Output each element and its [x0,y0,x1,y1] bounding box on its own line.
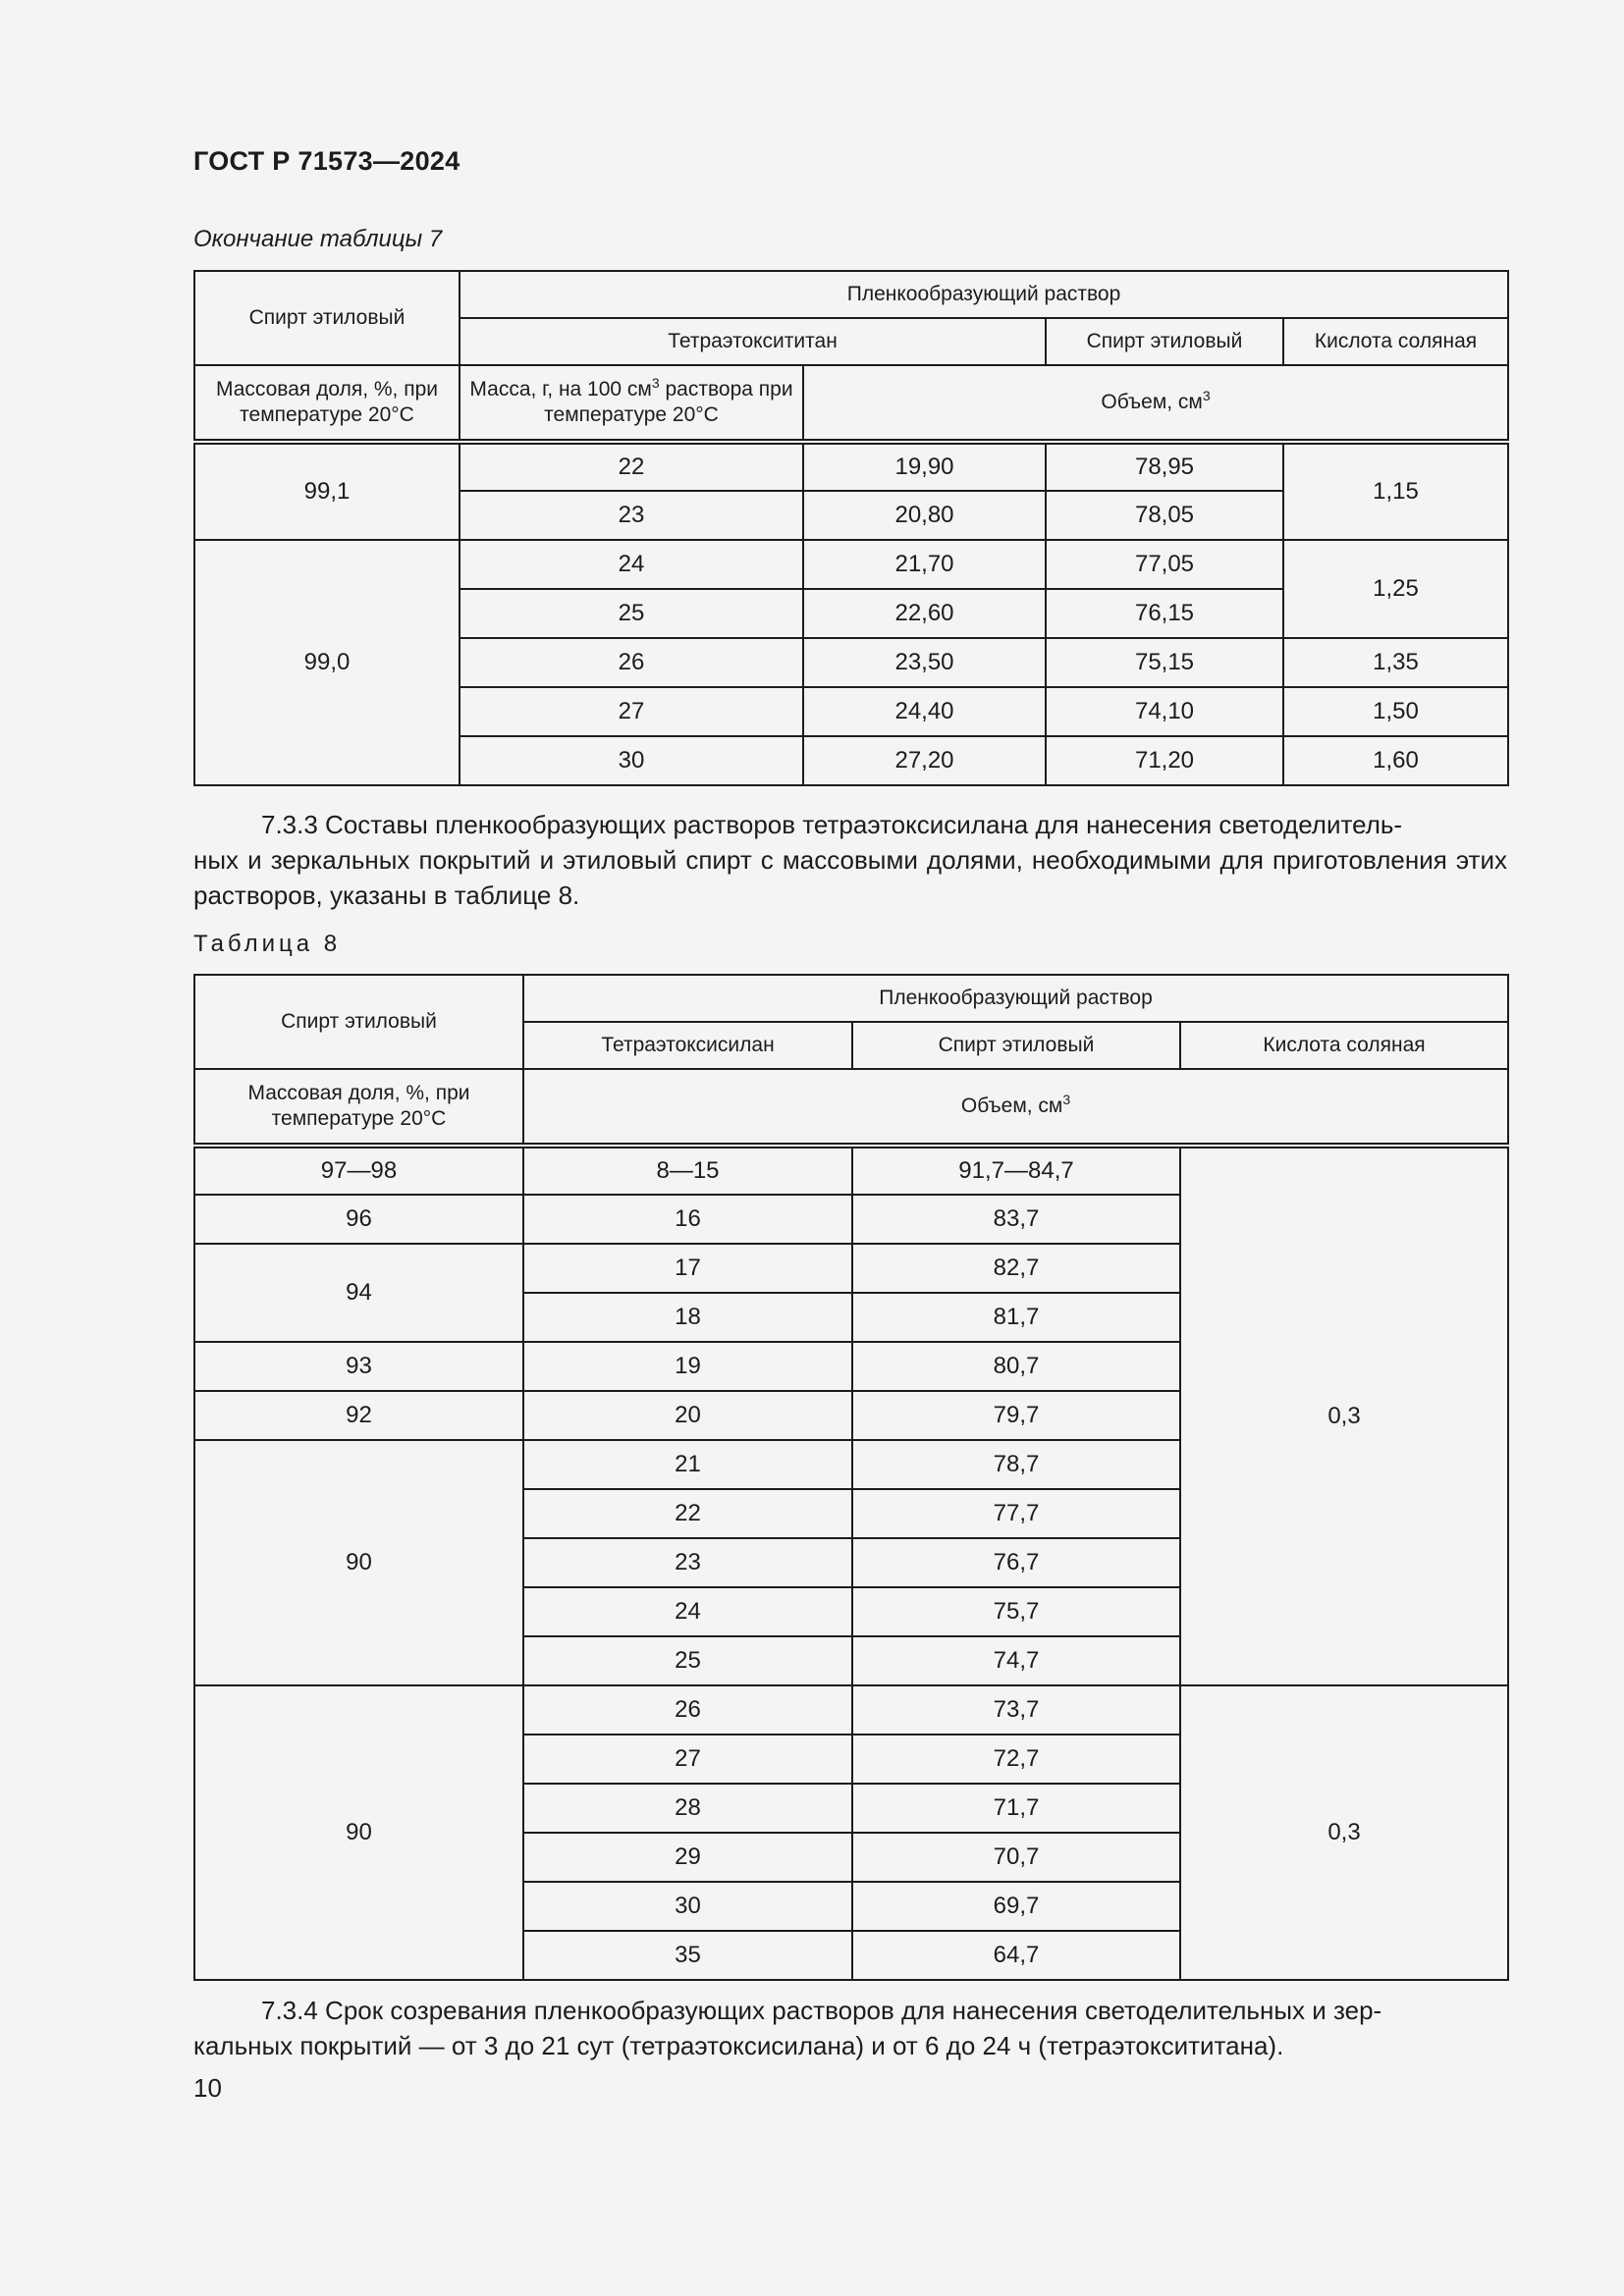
t8-cell: 22 [523,1489,852,1538]
t8-cell: 19 [523,1342,852,1391]
t7-header-sub-alcohol: Спирт этиловый [1046,318,1283,365]
t7-cell: 78,95 [1046,442,1283,491]
t8-cell: 35 [523,1931,852,1980]
t8-cell: 29 [523,1833,852,1882]
t7-cell: 23,50 [803,638,1046,687]
t8-cell: 80,7 [852,1342,1180,1391]
t7-header-mass: Масса, г, на 100 $см^3$ раствора при температуре 20°С [460,365,803,442]
t7-cell: 78,05 [1046,491,1283,540]
t7-cell: 30 [460,736,803,785]
table-8 [193,974,1509,1981]
t8-cell: 79,7 [852,1391,1180,1440]
t8-alcohol-cell: 97—98 [194,1146,523,1195]
t8-cell: 81,7 [852,1293,1180,1342]
t7-header-solution: Пленкообразующий раствор [460,271,1508,318]
t8-alcohol-cell: 90 [194,1685,523,1980]
t7-cell: 24,40 [803,687,1046,736]
t8-cell: 25 [523,1636,852,1685]
t8-header-solution: Пленкообразующий раствор [523,975,1508,1022]
t8-header-mass-share: Массовая доля, %, при температуре 20°С [194,1069,523,1146]
t8-acid-cell: 0,3 [1180,1146,1508,1685]
t7-cell: 71,20 [1046,736,1283,785]
t8-cell: 8—15 [523,1146,852,1195]
t7-cell: 75,15 [1046,638,1283,687]
t8-cell: 24 [523,1587,852,1636]
t7-cell: 22 [460,442,803,491]
t8-alcohol-cell: 96 [194,1195,523,1244]
paragraph-7-3-3-rest: ных и зеркальных покрытий и этиловый спирт с массовыми долями, необходимыми для приготовления этих растворов, указаны в таблице 8. [193,845,1507,910]
t7-cell: 76,15 [1046,589,1283,638]
t7-header-alcohol: Спирт этиловый [194,271,460,365]
t8-cell: 17 [523,1244,852,1293]
t8-acid-cell: 0,3 [1180,1685,1508,1980]
t7-acid-cell: 1,60 [1283,736,1508,785]
t8-cell: 76,7 [852,1538,1180,1587]
t8-cell: 21 [523,1440,852,1489]
t8-cell: 30 [523,1882,852,1931]
t8-cell: 77,7 [852,1489,1180,1538]
paragraph-7-3-4 [193,1993,1507,2063]
t8-cell: 70,7 [852,1833,1180,1882]
t8-cell: 72,7 [852,1735,1180,1784]
t8-cell: 23 [523,1538,852,1587]
t7-header-titan: Тетраэтоксититан [460,318,1046,365]
t8-header-volume: Объем, $см^3$ [523,1069,1508,1146]
t7-header-volume: Объем, $см^3$ [803,365,1508,442]
t8-cell: 16 [523,1195,852,1244]
paragraph-7-3-3 [193,807,1507,913]
t7-cell: 24 [460,540,803,589]
t8-cell: 83,7 [852,1195,1180,1244]
t8-cell: 20 [523,1391,852,1440]
t7-alcohol-cell: 99,0 [194,540,460,785]
t8-header-acid: Кислота соляная [1180,1022,1508,1069]
t8-cell: 27 [523,1735,852,1784]
t8-cell: 73,7 [852,1685,1180,1735]
t7-header-mass-share: Массовая доля, %, при температуре 20°С [194,365,460,442]
t7-acid-cell: 1,50 [1283,687,1508,736]
table-7 [193,270,1509,786]
t7-cell: 74,10 [1046,687,1283,736]
document-id: ГОСТ Р 71573—2024 [193,146,460,176]
t8-cell: 75,7 [852,1587,1180,1636]
t8-cell: 74,7 [852,1636,1180,1685]
t7-alcohol-cell: 99,1 [194,442,460,540]
t8-alcohol-cell: 93 [194,1342,523,1391]
t8-cell: 18 [523,1293,852,1342]
t7-cell: 22,60 [803,589,1046,638]
t7-acid-cell: 1,35 [1283,638,1508,687]
t7-cell: 25 [460,589,803,638]
t7-cell: 27 [460,687,803,736]
t8-cell: 28 [523,1784,852,1833]
t7-header-acid: Кислота соляная [1283,318,1508,365]
t8-alcohol-cell: 92 [194,1391,523,1440]
t7-cell: 20,80 [803,491,1046,540]
t8-cell: 69,7 [852,1882,1180,1931]
t8-alcohol-cell: 90 [194,1440,523,1685]
t7-acid-cell: 1,15 [1283,442,1508,540]
t8-cell: 26 [523,1685,852,1735]
t8-cell: 78,7 [852,1440,1180,1489]
paragraph-7-3-4-line1: 7.3.4 Срок созревания пленкообразующих растворов для нанесения светоделительных и зер- [261,1996,1382,2025]
t7-cell: 26 [460,638,803,687]
page-number: 10 [193,2073,222,2103]
t8-header-alcohol: Спирт этиловый [194,975,523,1069]
t7-cell: 21,70 [803,540,1046,589]
t8-header-sub-alcohol: Спирт этиловый [852,1022,1180,1069]
paragraph-7-3-3-line1: 7.3.3 Составы пленкообразующих растворов тетраэтоксисилана для нанесения светоделитель- [261,810,1403,839]
t8-cell: 82,7 [852,1244,1180,1293]
t7-acid-cell: 1,25 [1283,540,1508,638]
t8-cell: 71,7 [852,1784,1180,1833]
paragraph-7-3-4-rest: кальных покрытий — от 3 до 21 сут (тетраэтоксисилана) и от 6 до 24 ч (тетраэтоксититана). [193,2031,1284,2060]
t7-cell: 23 [460,491,803,540]
t7-cell: 19,90 [803,442,1046,491]
t8-alcohol-cell: 94 [194,1244,523,1342]
t8-cell: 91,7—84,7 [852,1146,1180,1195]
t8-cell: 64,7 [852,1931,1180,1980]
table7-caption: Окончание таблицы 7 [193,226,443,252]
t7-cell: 27,20 [803,736,1046,785]
t8-header-silan: Тетраэтоксисилан [523,1022,852,1069]
table8-caption: Таблица 8 [193,931,342,957]
t7-cell: 77,05 [1046,540,1283,589]
